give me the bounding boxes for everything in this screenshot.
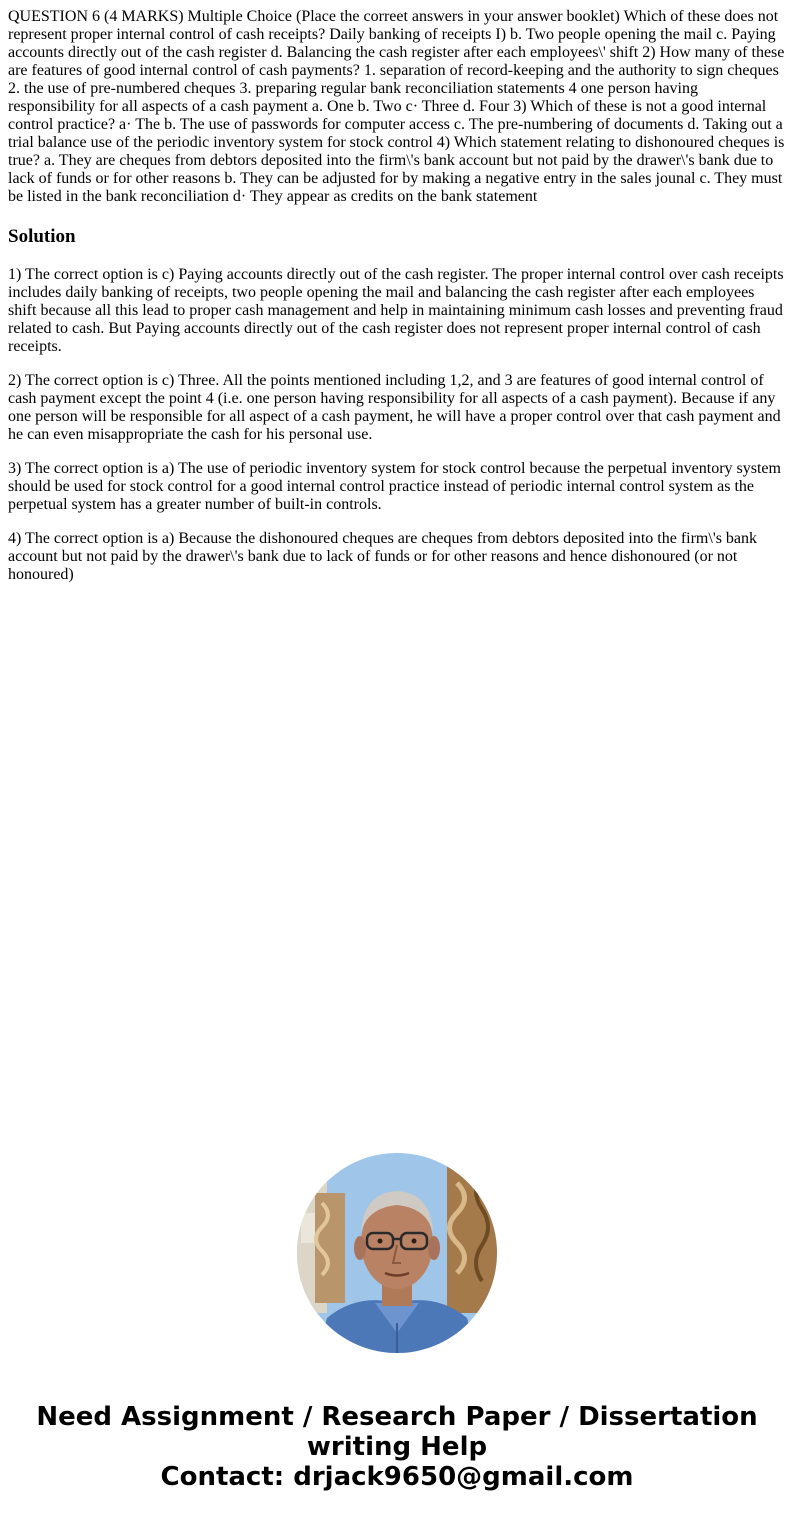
footer-line-1: Need Assignment / Research Paper / Dissertation (36, 1402, 758, 1432)
tutor-avatar (297, 1153, 497, 1353)
tutor-portrait-image (297, 1153, 497, 1353)
solution-heading: Solution (8, 226, 76, 247)
question-text: QUESTION 6 (4 MARKS) Multiple Choice (Place the correet answers in your answer booklet) Which of these does not represent proper internal control of cash receipts? Daily banking of receipts I) b. Two people opening the mail c. Paying accounts directly out of the cash register d. Balancing the cash register after each employees\' shift 2) How many of these are features of good internal control of cash payments? 1. separation of record-keeping and the authority to sign cheques 2. the use of pre-numbered cheques 3. preparing regular bank reconciliation statements 4 one person having responsibility for all aspects of a cash payment a. One b. Two c· Three d. Four 3) Which of these is not a good internal control practice? a· The b. The use of passwords for computer access c. The pre-numbering of documents d. Taking out a trial balance use of the periodic inventory system for stock control 4) Which statement relating to dishonoured cheques is true? a. They are cheques from debtors deposited into the firm\'s bank account but not paid by the drawer\'s bank due to lack of funds or for other reasons b. They can be adjusted for by making a negative entry in the sales jounal c. They must be listed in the bank reconciliation d· They appear as credits on the bank statement (8, 8, 785, 205)
footer-line-3: Contact: drjack9650@gmail.com (160, 1462, 634, 1492)
answer-1: 1) The correct option is c) Paying accounts directly out of the cash register. The proper internal control over cash receipts includes daily banking of receipts, two people opening the mail and balancing the cash register after each employees shift because all this lead to proper cash management and help in maintaining minimum cash losses and preventing fraud related to cash. But Paying accounts directly out of the cash register does not represent proper internal control of cash receipts. (8, 266, 784, 355)
document-body (8, 8, 786, 584)
answer-4: 4) The correct option is a) Because the dishonoured cheques are cheques from debtors deposited into the firm\'s bank account but not paid by the drawer\'s bank due to lack of funds or for other reasons and hence dishonoured (or not honoured) (8, 530, 758, 583)
answer-3: 3) The correct option is a) The use of periodic inventory system for stock control because the perpetual inventory system should be used for stock control for a good internal control practice instead of periodic internal control system as the perpetual system has a greater number of built-in controls. (8, 460, 781, 513)
solution-answers (8, 266, 786, 584)
footer-line-2: writing Help (306, 1432, 488, 1462)
answer-2: 2) The correct option is c) Three. All the points mentioned including 1,2, and 3 are features of good internal control of cash payment except the point 4 (i.e. one person having responsibility for all aspects of a cash payment). Because if any one person will be responsible for all aspect of a cash payment, he will have a proper control over that cash payment and he can even misappropriate the cash for his personal use. (8, 372, 781, 443)
footer-contact (0, 1402, 794, 1492)
